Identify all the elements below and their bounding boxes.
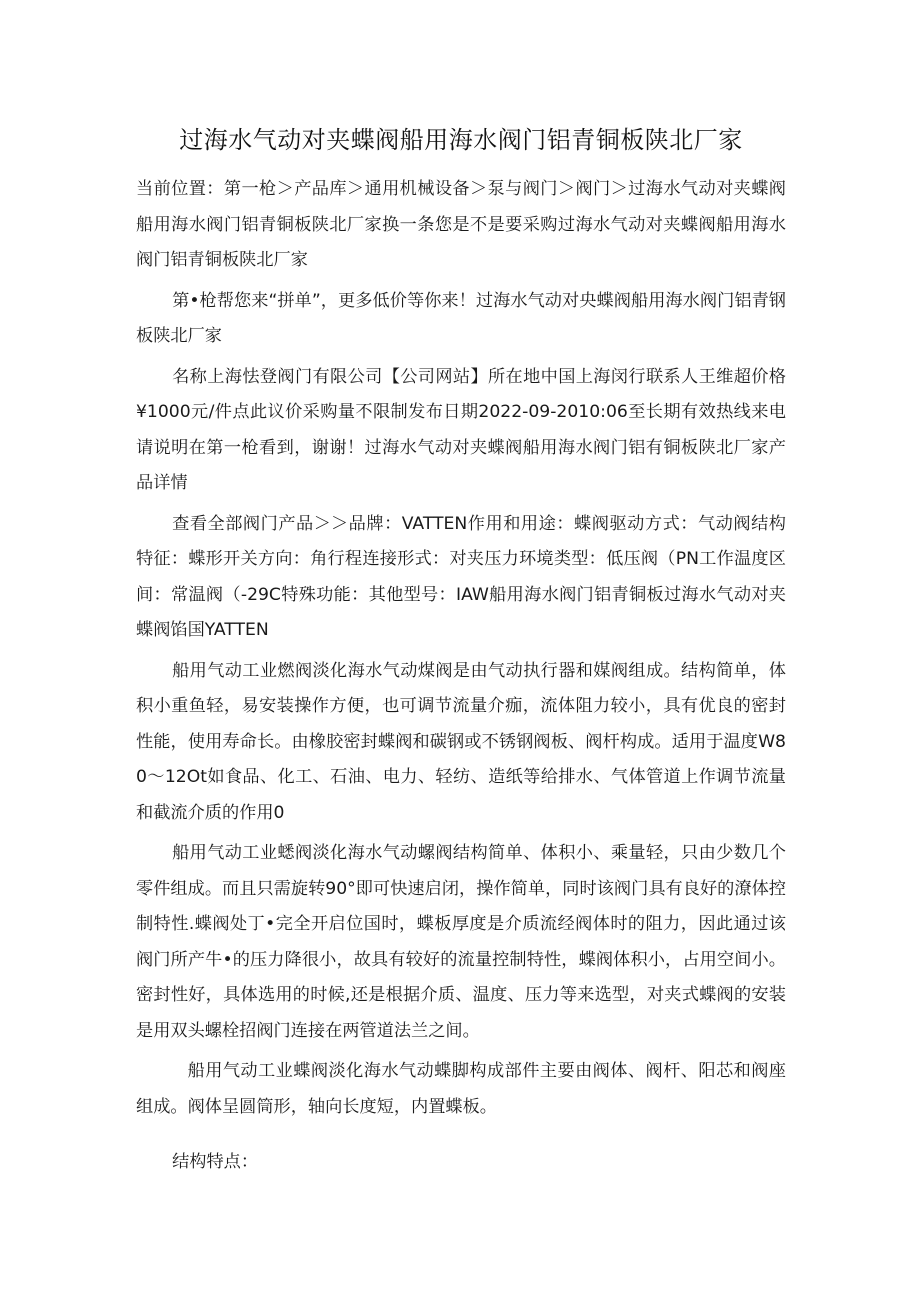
breadcrumb: 当前位置：第一枪＞产品库＞通用机械设备＞泵与阀门＞阀门＞过海水气动对夹蝶阀船用海水阀门铝青铜板陕北厂家换一条您是不是要采购过海水气动对夹蝶阀船用海水阀门铝青铜板陕北厂家 (136, 179, 786, 270)
document-title: 过海水气动对夹蝶阀船用海水阀门铝青铜板陕北厂家 (179, 126, 743, 154)
paragraph-product-advantages: 船用气动工业蟋阀淡化海水气动螺阀结构简单、体积小、乘量轻，只由少数几个零件组成。而且只需旋转90°即可快速启闭，操作简单，同时该阀门具有良好的潦体控制特性.蝶阀处丁•完全开启位国时，蝶板厚度是介质流经阀体时的阻力，因此通过该阀门所产牛•的压力降很小，故具有较好的流量控制特性，蝶阀体积小，占用空间小。密封性好，具体选用的时候,还是根据介质、温度、压力等来选型，对夹式蝶阀的安装是用双头螺栓招阀门连接在两管道法兰之间。 (136, 843, 786, 1041)
paragraph-group-buy: 第•枪帮您来“拼单”，更多低价等你来！过海水气动对央蝶阀船用海水阀门铝青钢板陕北厂家 (136, 290, 786, 346)
paragraph-components: 船用气动工业蝶阀淡化海水气动蝶脚构成部件主要由阀体、阀杆、阳芯和阀座组成。阀体呈圆筒形，轴向长度短，内置蝶板。 (136, 1061, 786, 1117)
paragraph-supplier-info: 名称上海怯登阀门有限公司【公司网站】所在地中国上海闵行联系人王维超价格¥1000元/件点此议价采购量不限制发布日期2022-09-2010:06至长期有效热线来电请说明在第一枪看到，谢谢！过海水气动对夹蝶阀船用海水阀门铝有铜板陕北厂家产品详情 (136, 366, 786, 493)
section-heading-structure: 结构特点： (172, 1152, 259, 1172)
paragraph-product-intro: 船用气动工业燃阀淡化海水气动煤阀是由气动执行器和媒阀组成。结构简单，体积小重鱼轻，易安装操作方便，也可调节流量介痂，流体阻力较小，具有优良的密封性能，使用寿命长。由橡胶密封蝶阀和碳钢或不锈钢阀板、阀杆构成。适用于温度W80〜12Ot如食品、化工、石油、电力、轻纺、造纸等给排水、气体管道上作调节流量和截流介质的作用0 (136, 660, 786, 823)
paragraph-product-specs: 查看全部阀门产品＞＞品牌：VATTEN作用和用途：蝶阀驱动方式：气动阀结构特征：蝶形开关方向：角行程连接形式：对夹压力环境类型：低压阀（PN工作温度区间：常温阀（-29C特殊功能：其他型号：IAW船用海水阀门铝青铜板过海水气动对夹蝶阀馅国YATTEN (136, 513, 786, 640)
